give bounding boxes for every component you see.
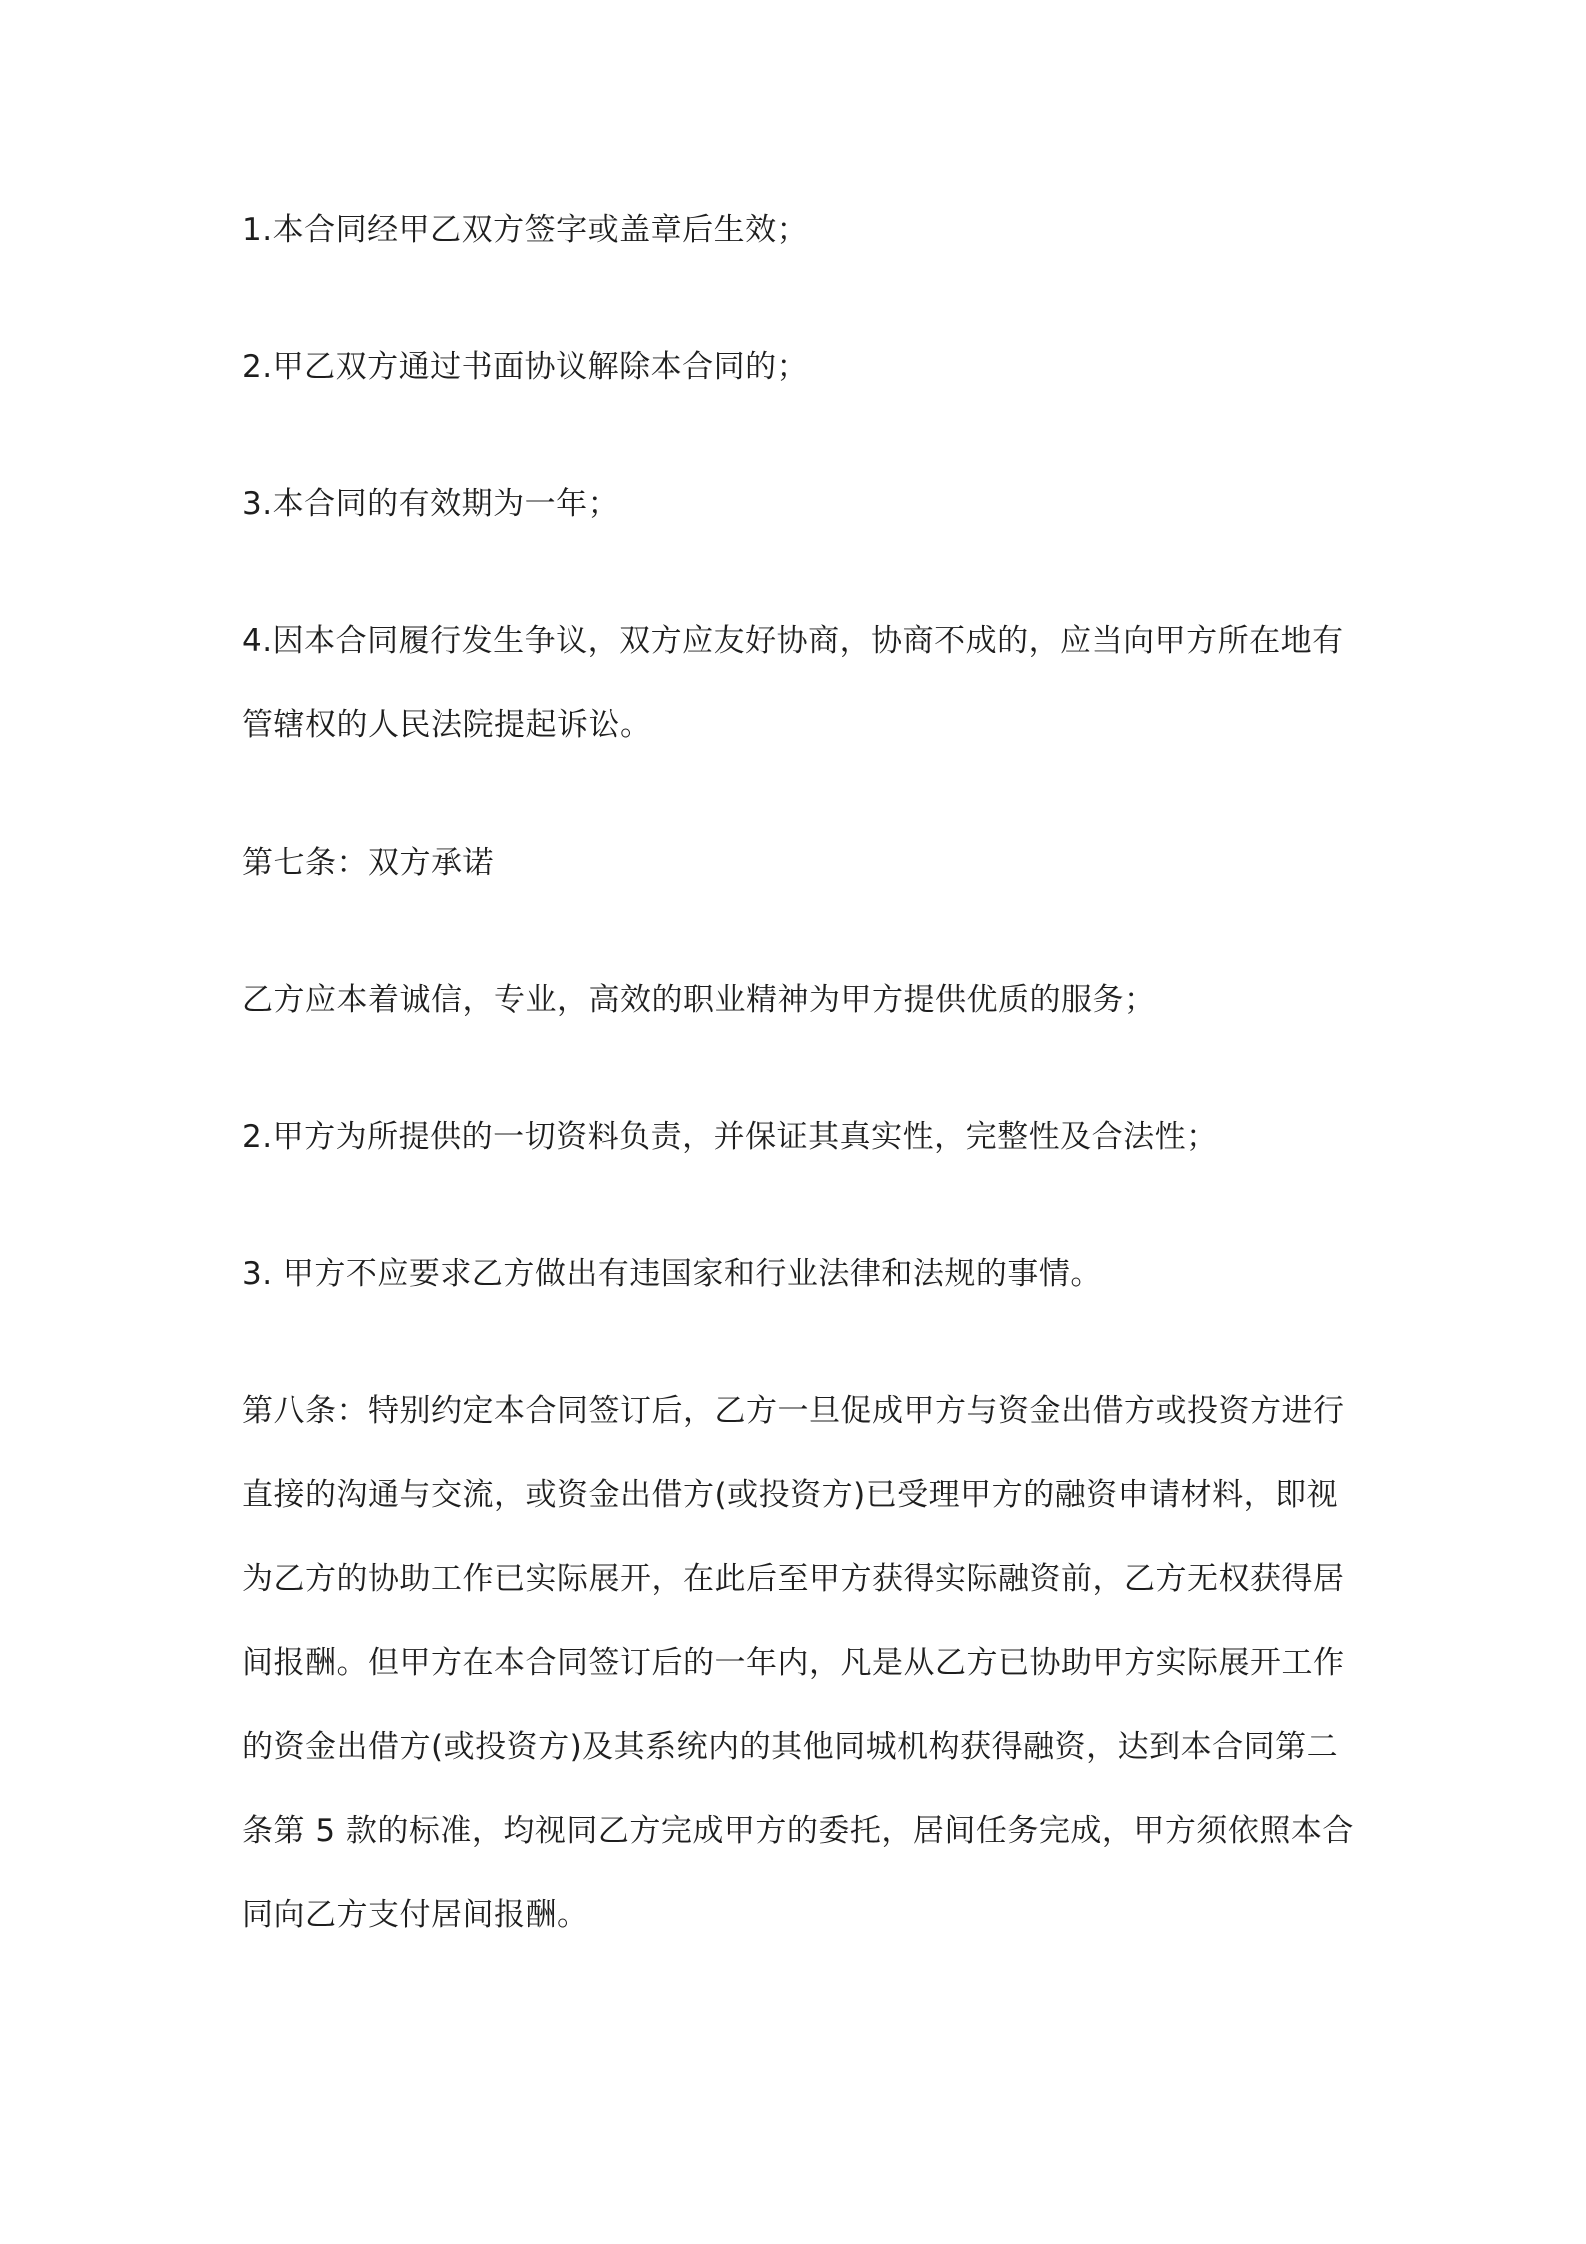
text-line: 间报酬。但甲方在本合同签订后的一年内，凡是从乙方已协助甲方实际展开工作 <box>242 1645 1345 1681</box>
text-line: 1.本合同经甲乙双方签字或盖章后生效； <box>242 212 809 248</box>
text-line: 3.本合同的有效期为一年； <box>242 486 620 522</box>
clause-6-item-4 <box>242 599 1362 767</box>
text-line: 3. 甲方不应要求乙方做出有违国家和行业法律和法规的事情。 <box>242 1256 1102 1292</box>
clause-6-item-3 <box>242 462 1362 546</box>
clause-6-item-2 <box>242 325 1362 409</box>
text-line: 同向乙方支付居间报酬。 <box>242 1897 589 1933</box>
text-line: 直接的沟通与交流，或资金出借方(或投资方)已受理甲方的融资申请材料，即视 <box>242 1477 1339 1513</box>
text-line: 第七条：双方承诺 <box>242 845 494 881</box>
text-line: 2.甲乙双方通过书面协议解除本合同的； <box>242 349 809 385</box>
text-line: 的资金出借方(或投资方)及其系统内的其他同城机构获得融资，达到本合同第二 <box>242 1729 1339 1765</box>
text-line: 4.因本合同履行发生争议，双方应友好协商，协商不成的，应当向甲方所在地有 <box>242 623 1344 659</box>
clause-8-body <box>242 1369 1362 1957</box>
text-line: 第八条：特别约定本合同签订后，乙方一旦促成甲方与资金出借方或投资方进行 <box>242 1393 1345 1429</box>
clause-7-item-3 <box>242 1232 1362 1316</box>
text-line: 管辖权的人民法院提起诉讼。 <box>242 707 652 743</box>
text-line: 2.甲方为所提供的一切资料负责，并保证其真实性，完整性及合法性； <box>242 1119 1218 1155</box>
text-line: 为乙方的协助工作已实际展开，在此后至甲方获得实际融资前，乙方无权获得居 <box>242 1561 1345 1597</box>
text-line: 乙方应本着诚信，专业，高效的职业精神为甲方提供优质的服务； <box>242 982 1156 1018</box>
text-line: 条第 5 款的标准，均视同乙方完成甲方的委托，居间任务完成，甲方须依照本合 <box>242 1813 1354 1849</box>
clause-7-heading <box>242 821 1362 905</box>
clause-6-item-1 <box>242 188 1362 272</box>
clause-7-item-2 <box>242 1095 1362 1179</box>
clause-7-item-1 <box>242 958 1362 1042</box>
